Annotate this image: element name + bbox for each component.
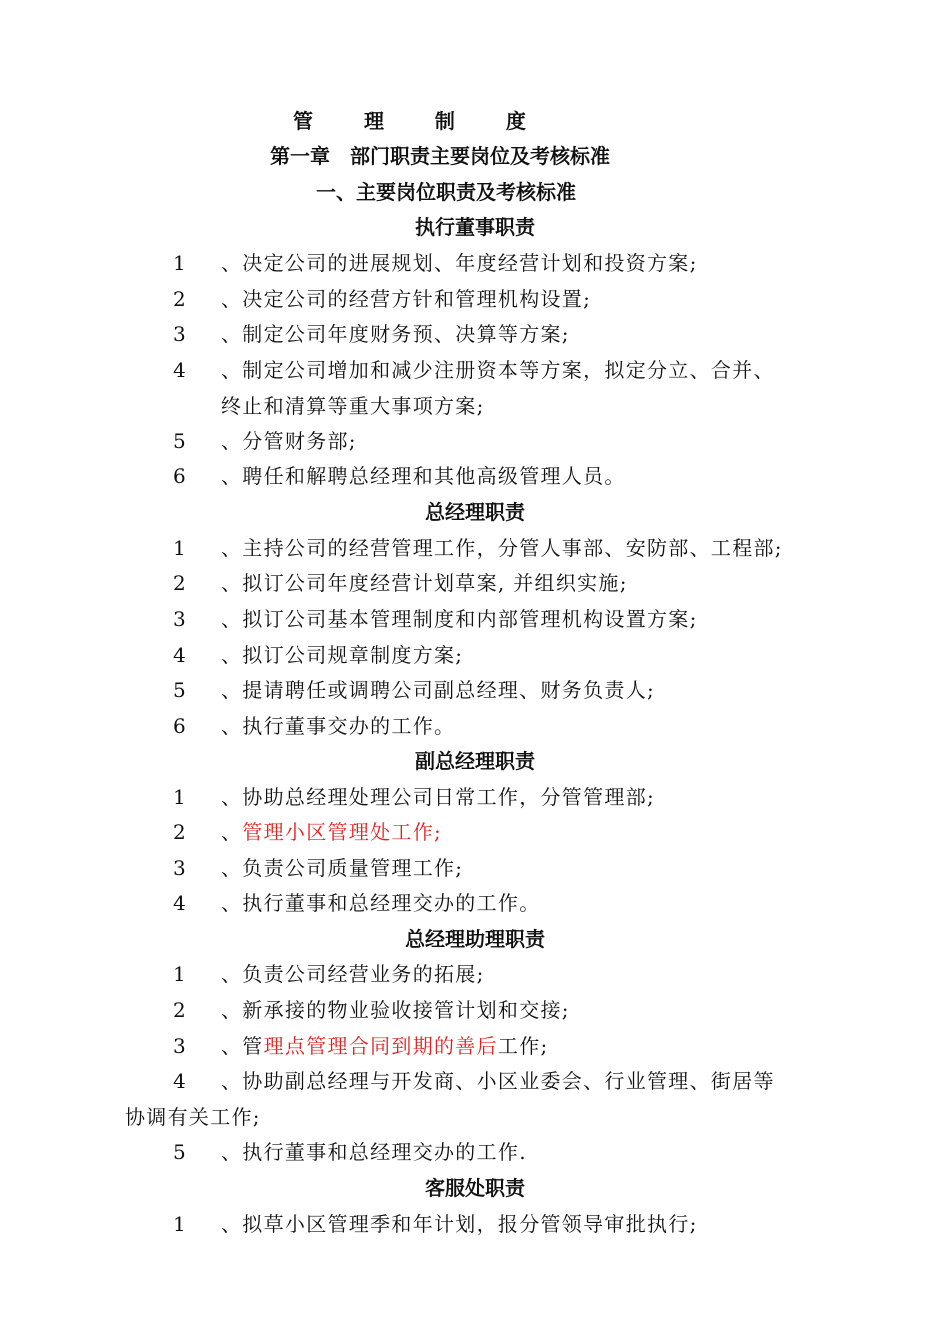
item-number: 3 <box>173 322 188 346</box>
item-number: 4 <box>173 891 188 915</box>
item-text: 、制定公司增加和减少注册资本等方案，拟定分立、合并、 <box>221 358 775 382</box>
list-item <box>173 783 655 811</box>
item-number: 4 <box>173 643 188 667</box>
list-item <box>173 676 655 704</box>
item-number: 1 <box>173 1212 188 1236</box>
list-item <box>173 854 463 882</box>
item-continuation: 协调有关工作; <box>125 1105 261 1129</box>
page-title: 管 理 制 度 <box>293 109 548 133</box>
list-item <box>173 427 357 455</box>
list-item <box>173 1067 775 1095</box>
item-text: 、拟订公司年度经营计划草案, 并组织实施; <box>221 571 628 595</box>
item-text: 、决定公司的进展规划、年度经营计划和投资方案; <box>221 251 698 275</box>
item-number: 2 <box>173 998 188 1022</box>
list-item <box>173 605 698 633</box>
highlighted-text: 管理小区管理处工作; <box>242 820 443 844</box>
item-text: 、 <box>221 820 243 844</box>
item-continuation: 终止和清算等重大事项方案; <box>221 394 485 418</box>
list-item <box>173 462 626 490</box>
item-text: 、执行董事交办的工作。 <box>221 714 456 738</box>
item-text: 、负责公司经营业务的拓展; <box>221 962 485 986</box>
item-text: 、拟订公司基本管理制度和内部管理机构设置方案; <box>221 607 698 631</box>
item-text: 、执行董事和总经理交办的工作. <box>221 1140 527 1164</box>
chapter-heading: 第一章 部门职责主要岗位及考核标准 <box>270 144 610 168</box>
list-item <box>173 534 783 562</box>
item-text: 、拟订公司规章制度方案; <box>221 643 464 667</box>
item-number: 5 <box>173 1140 188 1164</box>
item-number: 1 <box>173 785 188 809</box>
item-text: 、主持公司的经营管理工作，分管人事部、安防部、工程部; <box>221 536 783 560</box>
item-text: 、新承接的物业验收接管计划和交接; <box>221 998 570 1022</box>
item-text: 、决定公司的经营方针和管理机构设置; <box>221 287 592 311</box>
section-subheading: 一、主要岗位职责及考核标准 <box>316 180 576 204</box>
list-item <box>173 1032 549 1060</box>
item-number: 1 <box>173 251 188 275</box>
item-text: 、管 <box>221 1034 264 1058</box>
item-number: 2 <box>173 287 188 311</box>
item-number: 5 <box>173 429 188 453</box>
item-number: 5 <box>173 678 188 702</box>
list-item <box>173 569 628 597</box>
list-item <box>173 356 775 384</box>
item-number: 2 <box>173 571 188 595</box>
item-text: 、拟草小区管理季和年计划，报分管领导审批执行; <box>221 1212 698 1236</box>
section-heading-general-manager: 总经理职责 <box>425 500 525 524</box>
section-heading-gm-assistant: 总经理助理职责 <box>405 927 545 951</box>
list-item <box>173 320 570 348</box>
list-item <box>173 1138 527 1166</box>
list-item <box>173 960 485 988</box>
item-text-tail: 工作; <box>497 1034 549 1058</box>
item-number: 2 <box>173 820 188 844</box>
item-number: 4 <box>173 358 188 382</box>
list-item <box>173 996 570 1024</box>
list-item <box>173 641 463 669</box>
item-text: 、制定公司年度财务预、决算等方案; <box>221 322 570 346</box>
item-text: 、分管财务部; <box>221 429 357 453</box>
item-number: 3 <box>173 856 188 880</box>
list-item <box>173 712 455 740</box>
item-number: 6 <box>173 714 188 738</box>
item-text: 、协助总经理处理公司日常工作，分管管理部; <box>221 785 656 809</box>
highlighted-text: 理点管理合同到期的善后 <box>263 1034 498 1058</box>
list-item <box>173 285 591 313</box>
section-heading-executive-director: 执行董事职责 <box>415 215 535 239</box>
list-item <box>173 889 541 917</box>
item-number: 3 <box>173 1034 188 1058</box>
section-heading-deputy-general-manager: 副总经理职责 <box>415 749 535 773</box>
list-item <box>173 818 442 846</box>
list-item <box>173 1210 698 1238</box>
item-text: 、提请聘任或调聘公司副总经理、财务负责人; <box>221 678 656 702</box>
item-text: 、聘任和解聘总经理和其他高级管理人员。 <box>221 464 626 488</box>
item-text: 、协助副总经理与开发商、小区业委会、行业管理、街居等 <box>221 1069 775 1093</box>
item-number: 1 <box>173 536 188 560</box>
item-number: 1 <box>173 962 188 986</box>
item-number: 6 <box>173 464 188 488</box>
item-number: 4 <box>173 1069 188 1093</box>
list-item <box>173 249 698 277</box>
item-text: 、执行董事和总经理交办的工作。 <box>221 891 541 915</box>
item-text: 、负责公司质量管理工作; <box>221 856 464 880</box>
item-number: 3 <box>173 607 188 631</box>
section-heading-customer-service: 客服处职责 <box>425 1176 525 1200</box>
